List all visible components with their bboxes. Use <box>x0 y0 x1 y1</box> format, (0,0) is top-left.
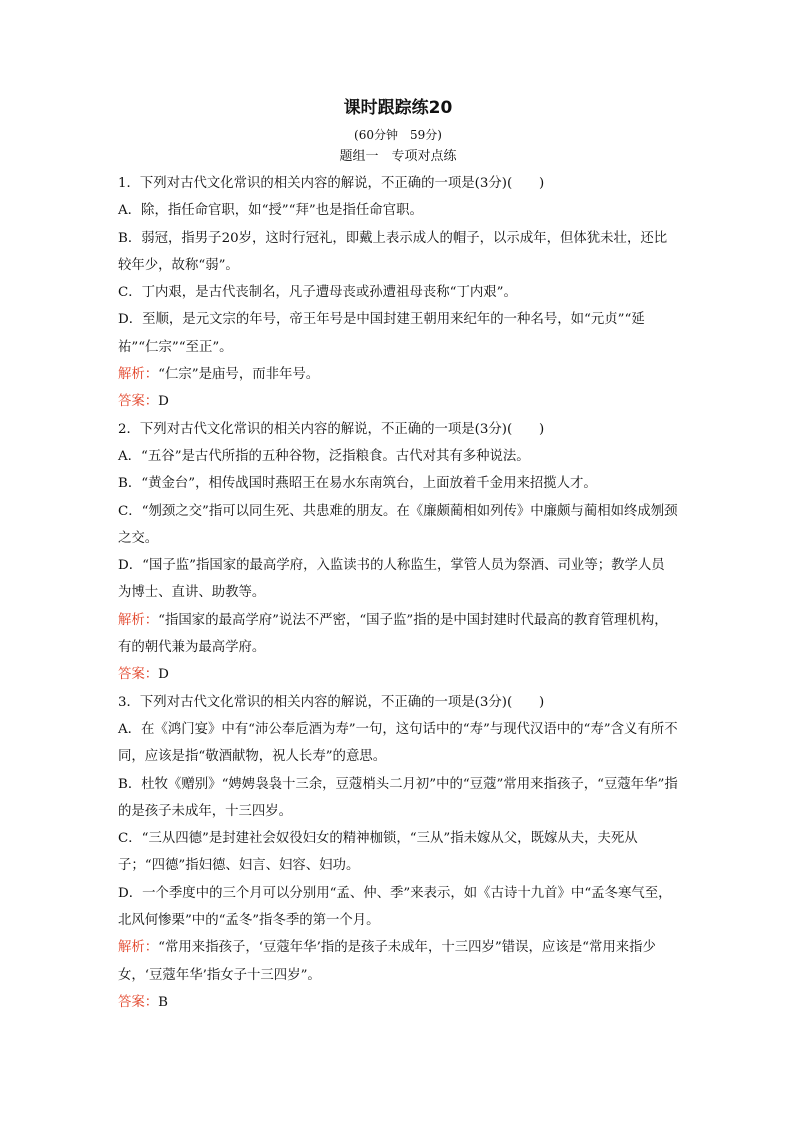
question-stem: 1．下列对古代文化常识的相关内容的解说，不正确的一项是(3分)( ) <box>118 176 545 191</box>
option-a: A．除，指任命官职，如“授”“拜”也是指任命官职。 <box>118 203 423 219</box>
answer <box>118 388 678 415</box>
analysis <box>118 361 678 388</box>
question-1 <box>118 170 678 416</box>
option-c: C．“刎颈之交”指可以同生死、共患难的朋友。在《廉颇蔺相如列传》中廉颇与蔺相如终成刎颈之交。 <box>118 503 678 546</box>
analysis-label: 解析： <box>118 940 159 956</box>
option-d: D．一个季度中的三个月可以分别用“孟、仲、季”来表示，如《古诗十九首》中“孟冬寒气至，北风何惨栗”中的“孟冬”指冬季的第一个月。 <box>118 885 672 929</box>
time-score-info: (60分钟 59分) <box>354 128 442 142</box>
document-page <box>118 96 678 1016</box>
question-stem: 2．下列对古代文化常识的相关内容的解说，不正确的一项是(3分)( ) <box>118 421 545 437</box>
option-a: A．在《鸿门宴》中有“沛公奉卮酒为寿”一句，这句话中的“寿”与现代汉语中的“寿”含义有所不同，应该是指“敬酒献物，祝人长寿”的意思。 <box>118 721 678 765</box>
group-heading: 题组一 专项对点练 <box>339 149 457 164</box>
question-2 <box>118 416 678 689</box>
answer-label: 答案： <box>118 667 159 683</box>
option-c: C．“三从四德”是封建社会奴役妇女的精神枷锁，“三从”指未嫁从父，既嫁从夫，夫死从子；“四德”指妇德、妇言、妇容、妇功。 <box>118 831 638 874</box>
answer-label: 答案： <box>118 394 159 410</box>
analysis-label: 解析： <box>118 612 159 628</box>
option-d: D．“国子监”指国家的最高学府，入监读书的人称监生，掌管人员为祭酒、司业等；教学人员为博士、直讲、助教等。 <box>118 558 665 601</box>
answer-value: D <box>158 667 169 683</box>
analysis-text: “仁宗”是庙号，而非年号。 <box>158 367 320 383</box>
option-a: A．“五谷”是古代所指的五种谷物，泛指粮食。古代对其有多种说法。 <box>118 448 530 464</box>
option-b: B．弱冠，指男子20岁，这时行冠礼，即戴上表示成人的帽子，以示成年，但体犹未壮，还比较年少，故称“弱”。 <box>118 230 668 273</box>
analysis <box>118 934 678 989</box>
answer <box>118 989 678 1016</box>
answer-label: 答案： <box>118 994 159 1010</box>
analysis-label: 解析： <box>118 367 159 383</box>
option-c: C．丁内艰，是古代丧制名，凡子遭母丧或孙遭祖母丧称“丁内艰”。 <box>118 285 517 301</box>
answer <box>118 661 678 688</box>
analysis-text: “指国家的最高学府”说法不严密，“国子监”指的是中国封建时代最高的教育管理机构，有的朝代兼为最高学府。 <box>118 612 668 656</box>
option-b: B．“黄金台”，相传战国时燕昭王在易水东南筑台，上面放着千金用来招揽人才。 <box>118 476 597 492</box>
answer-value: D <box>158 394 169 410</box>
question-stem: 3．下列对古代文化常识的相关内容的解说，不正确的一项是(3分)( ) <box>118 694 545 710</box>
analysis <box>118 607 678 662</box>
question-3 <box>118 689 678 1017</box>
answer-value: B <box>158 994 169 1010</box>
option-d: D．至顺，是元文宗的年号，帝王年号是中国封建王朝用来纪年的一种名号，如“元贞”“延祐”“仁宗”“至正”。 <box>118 312 645 355</box>
option-b: B．杜牧《赠别》“娉娉袅袅十三余，豆蔻梢头二月初”中的“豆蔻”常用来指孩子，“豆蔻年华”指的是孩子未成年，十三四岁。 <box>118 776 678 819</box>
page-title: 课时跟踪练20 <box>343 98 453 118</box>
analysis-text: “常用来指孩子，‘豆蔻年华’指的是孩子未成年，十三四岁”错误，应该是“常用来指少女，‘豆蔻年华’指女子十三四岁”。 <box>118 940 656 983</box>
